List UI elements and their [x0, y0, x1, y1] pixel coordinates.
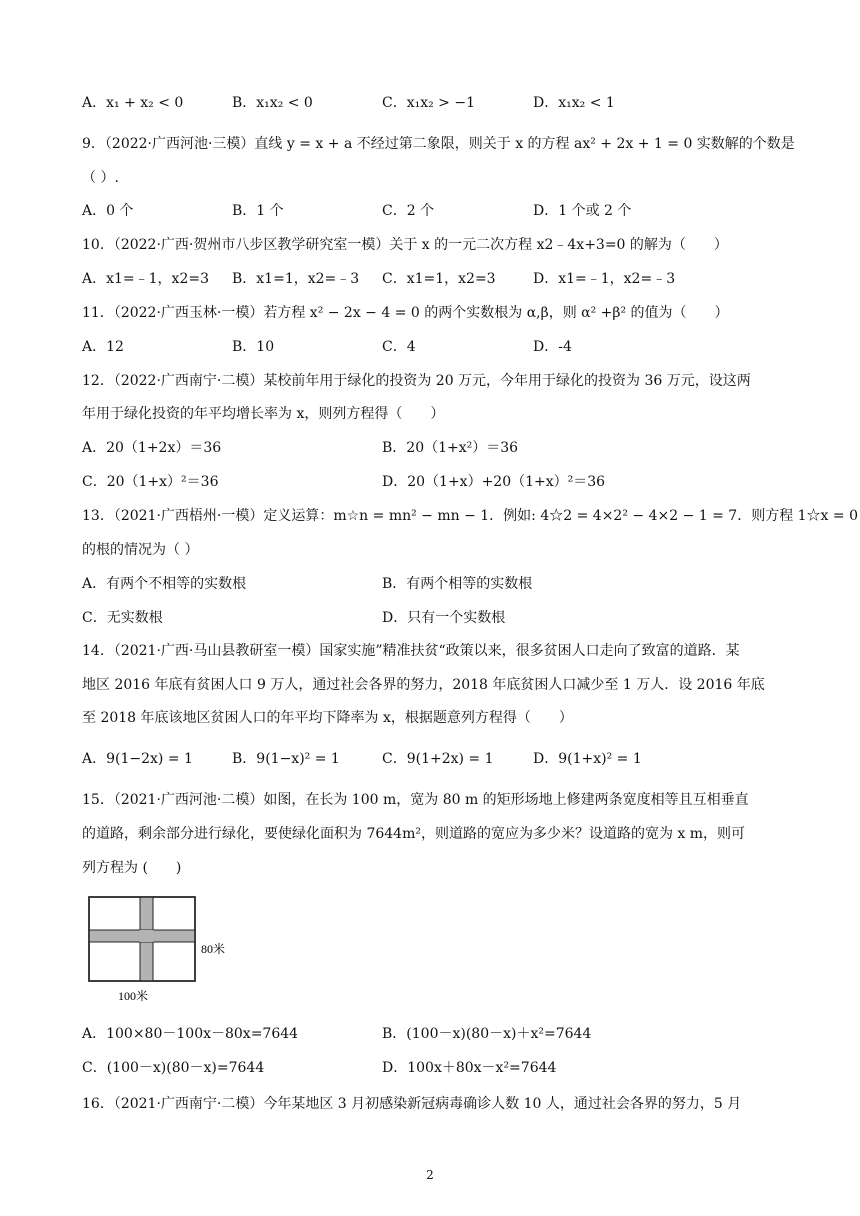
q15-stem-line3: 列方程为 ( ) — [82, 860, 182, 876]
q13-option-a: A．有两个不相等的实数根 — [82, 576, 247, 592]
q12-option-a: A．20（1+2x）＝36 — [82, 440, 222, 456]
q9-option-c: C．2 个 — [382, 203, 435, 219]
width-label: 100米 — [118, 989, 149, 1003]
q14-option-d: D．9(1+x)² = 1 — [533, 751, 642, 767]
road-diagram — [88, 896, 238, 1008]
q10-option-d: D．x1=﹣1，x2=﹣3 — [533, 271, 676, 287]
q9-stem-line2: （ ）. — [82, 170, 119, 186]
q14-option-b: B．9(1−x)² = 1 — [232, 751, 340, 767]
q11-option-b: B．10 — [232, 339, 275, 355]
q13-stem-line1: 13．（2021·广西梧州·一模）定义运算：m☆n = mn² − mn − 1．例如: 4☆2 = 4×2² − 4×2 − 1 = 7．则方程 1☆x = 0 — [82, 508, 858, 524]
q16-stem-line1: 16．（2021·广西南宁·二模）今年某地区 3 月初感染新冠病毒确诊人数 10 人，通过社会各界的努力，5 月 — [82, 1096, 742, 1112]
q12-option-d: D．20（1+x）+20（1+x）²＝36 — [382, 474, 606, 490]
q12-option-c: C．20（1+x）²＝36 — [82, 474, 219, 490]
q10-option-b: B．x1=1，x2=﹣3 — [232, 271, 360, 287]
q12-option-b: B．20（1+x²）＝36 — [382, 440, 519, 456]
q13-option-d: D．只有一个实数根 — [382, 610, 506, 626]
q15-option-b: B．(100－x)(80－x)＋x²=7644 — [382, 1026, 592, 1042]
height-label: 80米 — [201, 942, 226, 956]
q14-stem-line1: 14．（2021·广西·马山县教研室一模）国家实施”精准扶贫“政策以来，很多贫困人口走向了致富的道路．某 — [82, 643, 740, 659]
q15-option-a: A．100×80－100x－80x=7644 — [82, 1026, 299, 1042]
q10-option-c: C．x1=1，x2=3 — [382, 271, 496, 287]
q15-option-c: C．(100－x)(80－x)=7644 — [82, 1060, 265, 1076]
q14-option-a: A．9(1−2x) = 1 — [82, 751, 193, 767]
q14-option-c: C．9(1+2x) = 1 — [382, 751, 494, 767]
q11-stem: 11．（2022·广西玉林·一模）若方程 x² − 2x − 4 = 0 的两个实数根为 α,β，则 α² +β² 的值为（ ） — [82, 305, 729, 321]
q11-option-d: D．-4 — [533, 339, 572, 355]
q10-option-a: A．x1=﹣1，x2=3 — [82, 271, 209, 287]
q12-stem-line2: 年用于绿化投资的年平均增长率为 x，则列方程得（ ） — [82, 406, 445, 422]
q8-option-a: A．x₁ + x₂ < 0 — [82, 95, 184, 111]
q9-option-a: A．0 个 — [82, 203, 134, 219]
page-number: 2 — [426, 1168, 434, 1182]
q14-stem-line3: 至 2018 年底该地区贫困人口的年平均下降率为 x，根据题意列方程得（ ） — [82, 710, 573, 726]
q10-stem: 10．（2022·广西·贺州市八步区教学研究室一模）关于 x 的一元二次方程 x2﹣4x+3=0 的解为（ ） — [82, 237, 728, 253]
q15-stem-line2: 的道路，剩余部分进行绿化，要使绿化面积为 7644m²，则道路的宽应为多少米？设道路的宽为 x m，则可 — [82, 826, 746, 842]
q11-option-c: C．4 — [382, 339, 416, 355]
q15-option-d: D．100x＋80x－x²=7644 — [382, 1060, 557, 1076]
q11-option-a: A．12 — [82, 339, 124, 355]
q9-stem-line1: 9．（2022·广西河池·三模）直线 y = x + a 不经过第二象限，则关于 x 的方程 ax² + 2x + 1 = 0 实数解的个数是 — [82, 136, 795, 152]
q13-stem-line2: 的根的情况为（ ） — [82, 542, 199, 558]
q15-stem-line1: 15．（2021·广西河池·二模）如图，在长为 100 m，宽为 80 m 的矩形场地上修建两条宽度相等且互相垂直 — [82, 792, 749, 808]
q12-stem-line1: 12．（2022·广西南宁·二模）某校前年用于绿化的投资为 20 万元，今年用于绿化的投资为 36 万元，设这两 — [82, 373, 751, 389]
q14-stem-line2: 地区 2016 年底有贫困人口 9 万人，通过社会各界的努力，2018 年底贫困人口减少至 1 万人．设 2016 年底 — [82, 677, 765, 693]
q8-option-b: B．x₁x₂ < 0 — [232, 95, 313, 111]
q9-option-d: D．1 个或 2 个 — [533, 203, 632, 219]
q13-option-b: B．有两个相等的实数根 — [382, 576, 533, 592]
q8-option-c: C．x₁x₂ > −1 — [382, 95, 475, 111]
q9-option-b: B．1 个 — [232, 203, 284, 219]
q13-option-c: C．无实数根 — [82, 610, 163, 626]
q8-option-d: D．x₁x₂ < 1 — [533, 95, 615, 111]
